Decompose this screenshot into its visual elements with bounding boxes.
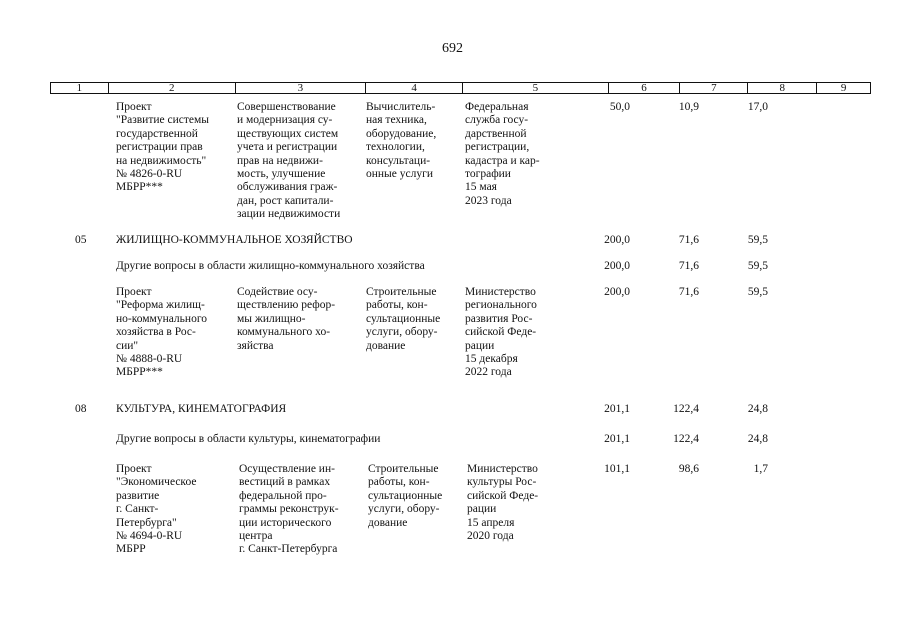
value-col8: 59,5 bbox=[747, 260, 768, 272]
section-code: 08 bbox=[75, 403, 87, 415]
project-name: Проект "Реформа жилищ- но-коммунального хозяйства в Рос- сии" № 4888-0-RU МБРР*** bbox=[116, 286, 208, 379]
value-col6: 101,1 bbox=[604, 463, 630, 475]
column-header-6: 6 bbox=[609, 83, 681, 93]
value-col6: 201,1 bbox=[604, 403, 630, 415]
value-col7: 71,6 bbox=[678, 234, 699, 246]
value-col8: 24,8 bbox=[747, 403, 768, 415]
subsection-title: Другие вопросы в области культуры, кинематографии bbox=[116, 433, 381, 445]
responsible-agency: Министерство регионального развития Рос- сийской Феде- рации 15 декабря 2022 года bbox=[465, 286, 537, 379]
column-header-8: 8 bbox=[748, 83, 817, 93]
responsible-agency: Министерство культуры Рос- сийской Феде- рации 15 апреля 2020 года bbox=[467, 463, 539, 543]
value-col7: 122,4 bbox=[673, 433, 699, 445]
project-name: Проект "Экономическое развитие г. Санкт- Петербурга" № 4694-0-RU МБРР bbox=[116, 463, 197, 556]
column-header-9: 9 bbox=[840, 82, 847, 94]
column-header-2: 2 bbox=[109, 83, 236, 93]
section-code: 05 bbox=[75, 234, 87, 246]
project-goal: Содействие осу- ществлению рефор- мы жилищно- коммунального хо- зяйства bbox=[237, 286, 336, 352]
value-col8: 24,8 bbox=[747, 433, 768, 445]
value-col6: 201,1 bbox=[604, 433, 630, 445]
project-goal: Совершенствование и модернизация су- ществующих систем учета и регистрации прав на недвижи- мость, улучшение обслуживания граж- дан, рост капитали- зации недвижимости bbox=[237, 101, 341, 221]
project-purpose: Вычислитель- ная техника, оборудование, технологии, консультаци- онные услуги bbox=[366, 101, 437, 181]
value-col6: 200,0 bbox=[604, 286, 630, 298]
value-col7: 71,6 bbox=[678, 286, 699, 298]
section-title: КУЛЬТУРА, КИНЕМАТОГРАФИЯ bbox=[116, 403, 287, 415]
column-header-4: 4 bbox=[366, 83, 463, 93]
column-header-3: 3 bbox=[236, 83, 367, 93]
project-goal: Осуществление ин- вестиций в рамках федеральной про- граммы реконструк- ции исторического центра г. Санкт-Петербурга bbox=[239, 463, 339, 556]
value-col6: 50,0 bbox=[609, 101, 630, 113]
column-header-5: 5 bbox=[463, 83, 609, 93]
value-col8: 59,5 bbox=[747, 234, 768, 246]
value-col8: 59,5 bbox=[747, 286, 768, 298]
table-header bbox=[50, 82, 871, 94]
value-col7: 71,6 bbox=[678, 260, 699, 272]
value-col8: 17,0 bbox=[747, 101, 768, 113]
project-name: Проект "Развитие системы государственной регистрации прав на недвижимость" № 4826-0-RU МБРР*** bbox=[116, 101, 209, 194]
section-title: ЖИЛИЩНО-КОММУНАЛЬНОЕ ХОЗЯЙСТВО bbox=[116, 234, 353, 246]
value-col7: 98,6 bbox=[678, 463, 699, 475]
column-header-7: 7 bbox=[680, 83, 748, 93]
project-purpose: Строительные работы, кон- сультационные услуги, обору- дование bbox=[366, 286, 441, 352]
value-col8: 1,7 bbox=[753, 463, 768, 475]
subsection-title: Другие вопросы в области жилищно-коммунального хозяйства bbox=[116, 260, 425, 272]
responsible-agency: Федеральная служба госу- дарственной регистрации, кадастра и кар- тографии 15 мая 2023 года bbox=[465, 101, 540, 207]
project-purpose: Строительные работы, кон- сультационные услуги, обору- дование bbox=[368, 463, 443, 529]
value-col7: 10,9 bbox=[678, 101, 699, 113]
page-number: 692 bbox=[442, 41, 463, 56]
value-col6: 200,0 bbox=[604, 234, 630, 246]
column-header-1: 1 bbox=[51, 83, 109, 93]
value-col6: 200,0 bbox=[604, 260, 630, 272]
value-col7: 122,4 bbox=[673, 403, 699, 415]
